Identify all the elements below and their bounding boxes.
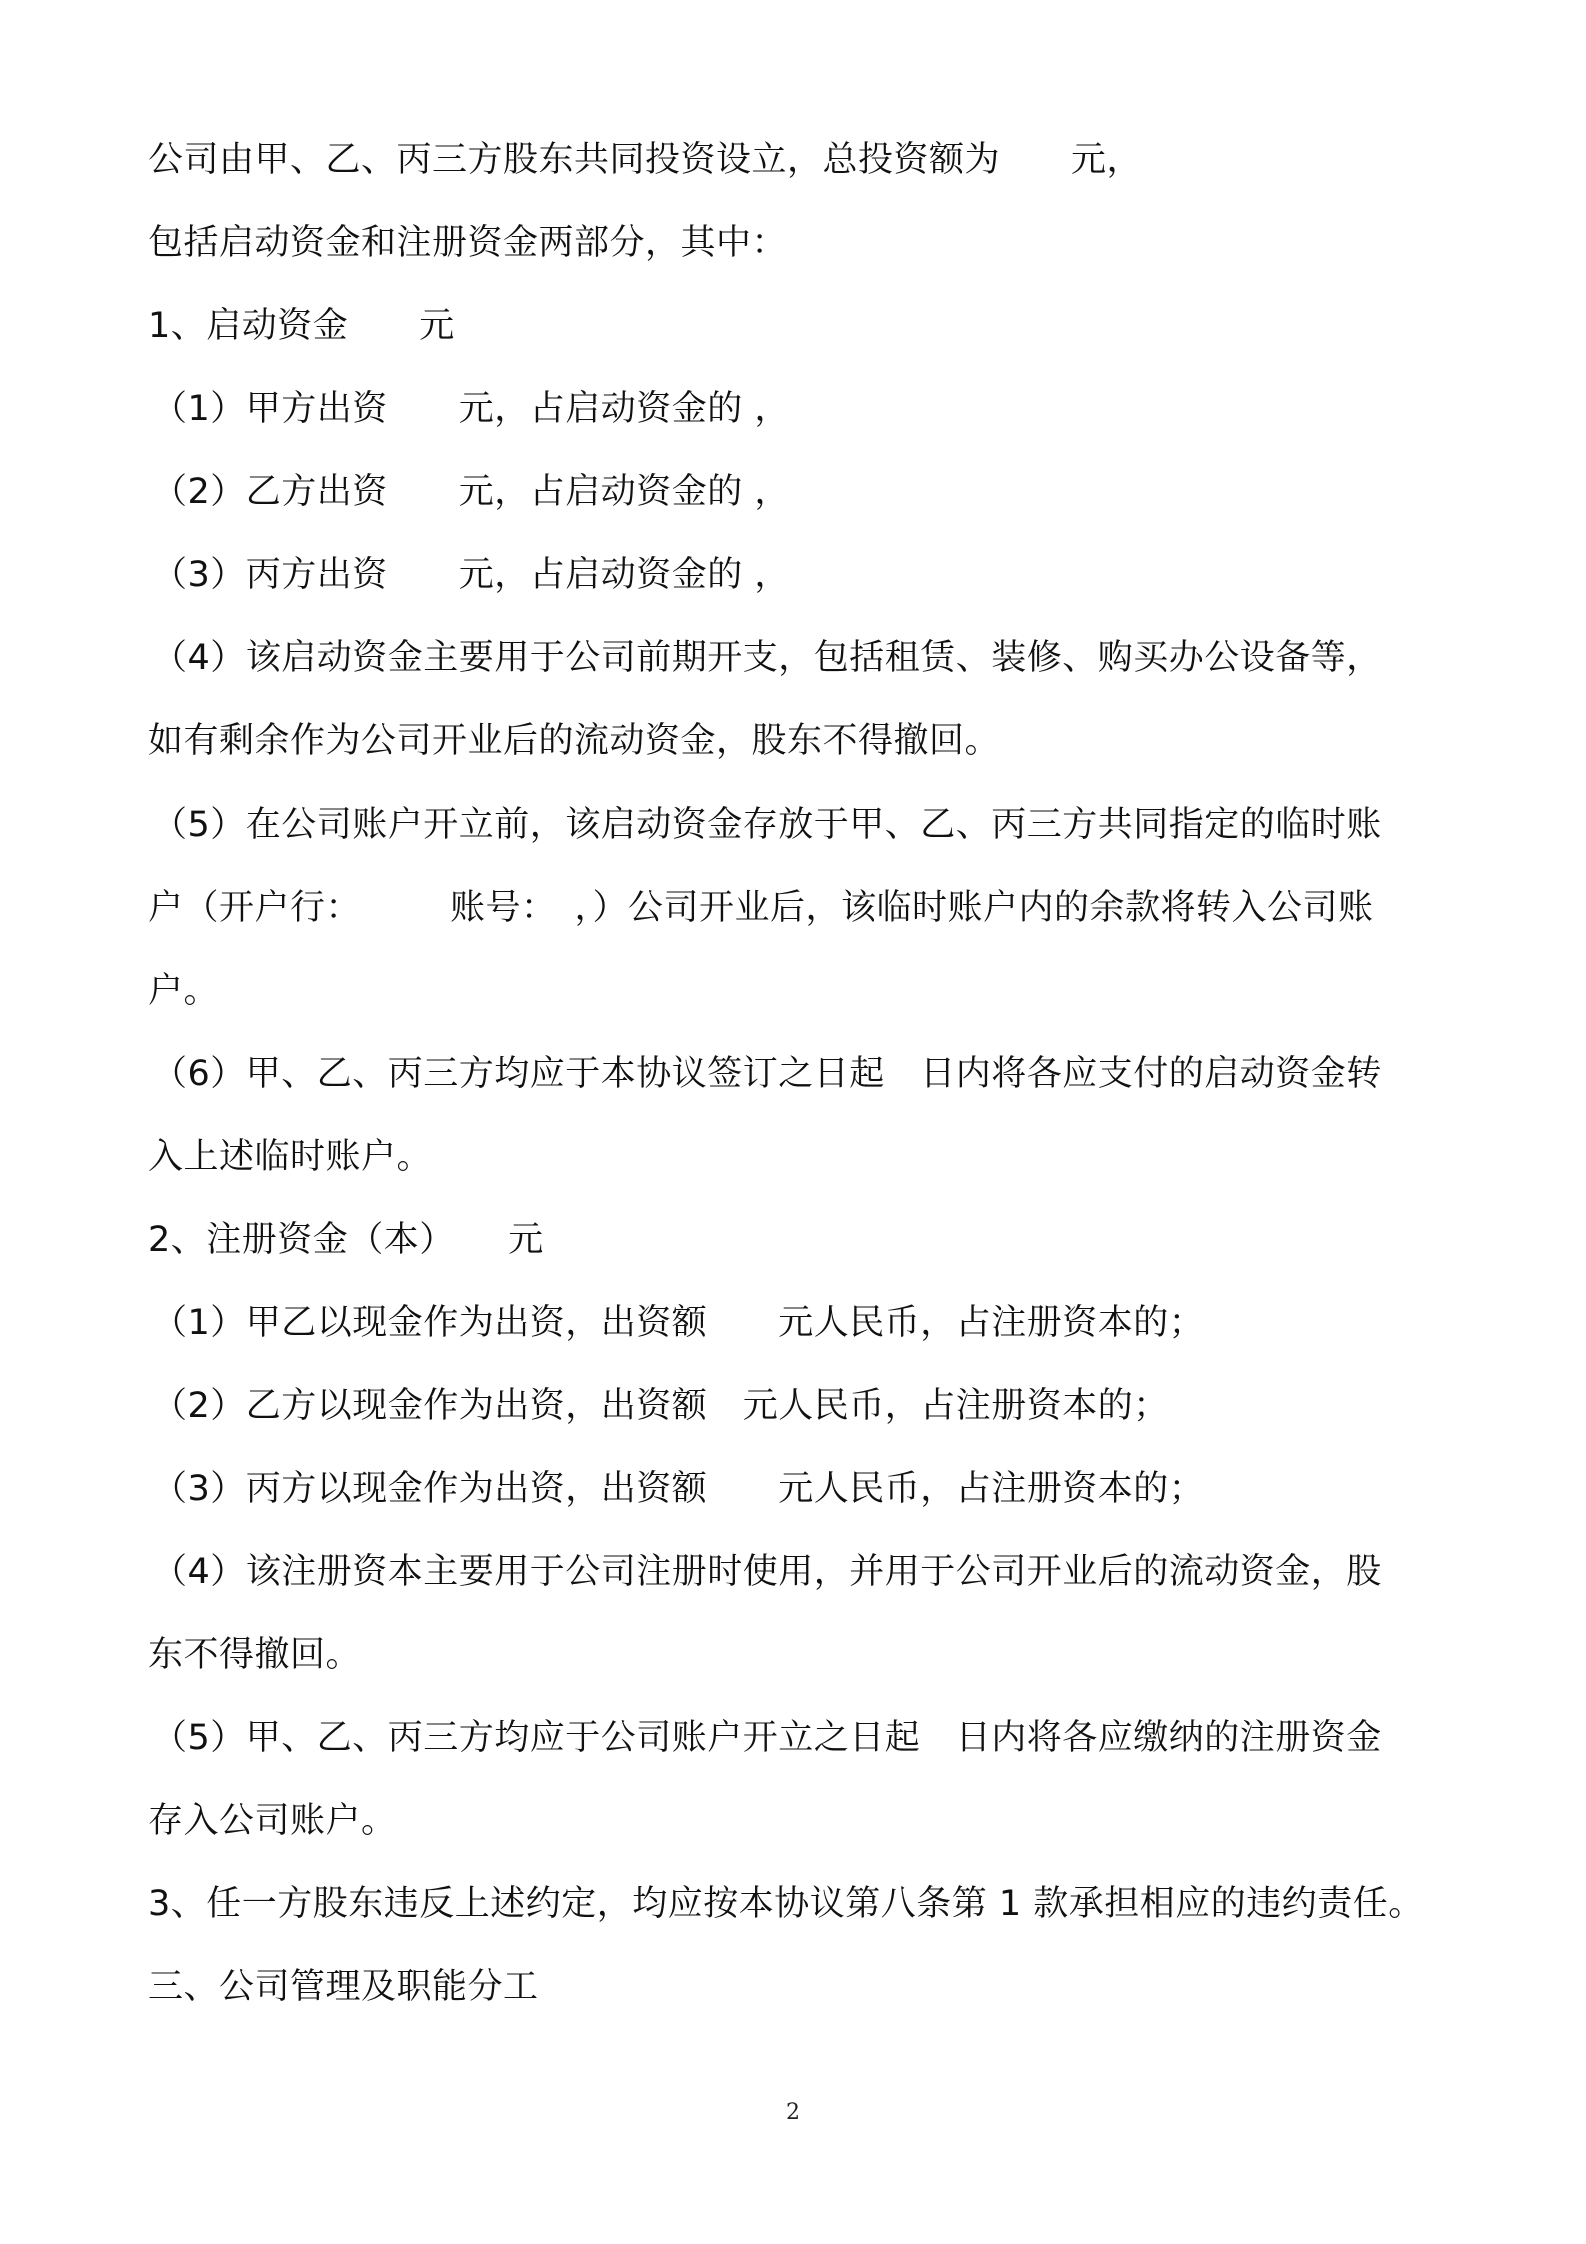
text-line-5: （2）乙方出资 元，占启动资金的 ， [152, 472, 790, 512]
page-number: 2 [786, 2100, 800, 2125]
text-line-8: 如有剩余作为公司开业后的流动资金，股东不得撤回。 [148, 721, 1001, 761]
text-line-4: （1）甲方出资 元，占启动资金的 ， [152, 389, 790, 429]
text-line-17: （3）丙方以现金作为出资，出资额 元人民币，占注册资本的； [152, 1469, 1205, 1509]
text-line-2: 包括启动资金和注册资金两部分，其中： [148, 223, 788, 263]
text-line-3: 1、启动资金 元 [148, 306, 455, 346]
text-line-19: 东不得撤回。 [148, 1635, 362, 1675]
text-line-12: （6）甲、乙、丙三方均应于本协议签订之日起 日内将各应支付的启动资金转 [152, 1054, 1382, 1094]
text-line-20: （5）甲、乙、丙三方均应于公司账户开立之日起 日内将各应缴纳的注册资金 [152, 1718, 1382, 1758]
text-line-22: 3、任一方股东违反上述约定，均应按本协议第八条第 1 款承担相应的违约责任。 [148, 1884, 1424, 1924]
text-line-15: （1）甲乙以现金作为出资，出资额 元人民币，占注册资本的； [152, 1303, 1205, 1343]
text-line-16: （2）乙方以现金作为出资，出资额 元人民币，占注册资本的； [152, 1386, 1169, 1426]
text-line-10: 户（开户行： 账号： ，）公司开业后，该临时账户内的余款将转入公司账 [148, 888, 1374, 928]
section-heading: 三、公司管理及职能分工 [148, 1967, 539, 2007]
text-line-6: （3）丙方出资 元，占启动资金的 ， [152, 555, 790, 595]
text-line-7: （4）该启动资金主要用于公司前期开支，包括租赁、装修、购买办公设备等， [152, 638, 1382, 678]
text-line-11: 户。 [148, 971, 220, 1011]
text-line-21: 存入公司账户。 [148, 1801, 397, 1841]
text-line-18: （4）该注册资本主要用于公司注册时使用，并用于公司开业后的流动资金，股 [152, 1552, 1382, 1592]
text-line-9: （5）在公司账户开立前，该启动资金存放于甲、乙、丙三方共同指定的临时账 [152, 805, 1382, 845]
text-line-1: 公司由甲、乙、丙三方股东共同投资设立，总投资额为 元， [148, 140, 1143, 180]
text-line-14: 2、注册资金（本） 元 [148, 1220, 544, 1260]
text-line-13: 入上述临时账户。 [148, 1137, 433, 1177]
